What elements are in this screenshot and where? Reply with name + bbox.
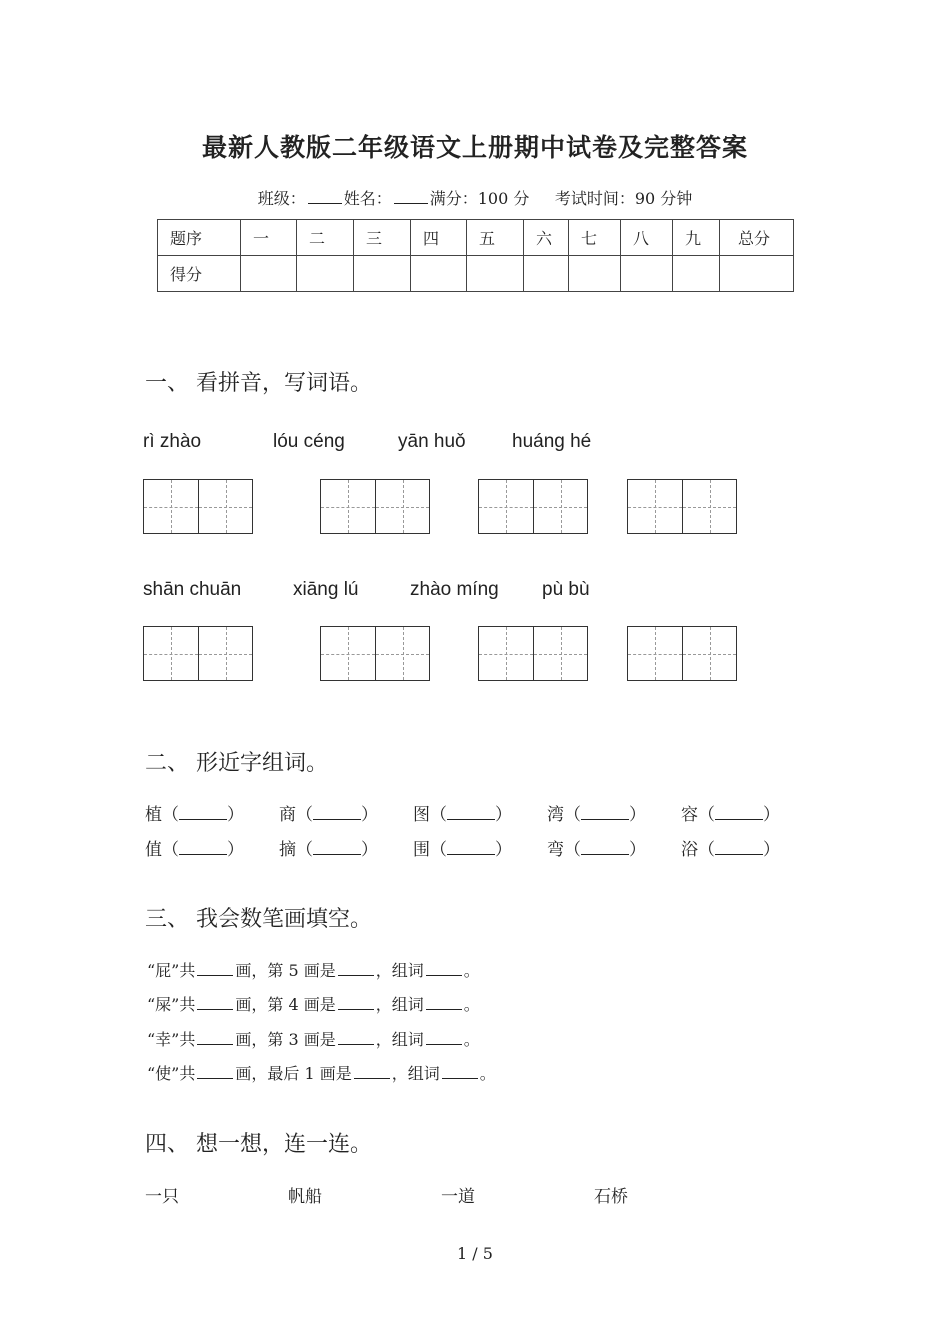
class-label: 班级：: [257, 189, 306, 208]
writing-cell[interactable]: [682, 627, 736, 680]
pinyin-8: pù bù: [542, 579, 590, 600]
pinyin-1: rì zhào: [143, 431, 202, 452]
fill-blank[interactable]: [338, 1031, 374, 1045]
writing-box-pair[interactable]: [478, 626, 588, 681]
section2-heading: 二、 形近字组词。: [145, 751, 328, 776]
score-header-cell: 二: [297, 220, 354, 256]
score-cell[interactable]: [354, 256, 411, 292]
score-row-label: 得分: [158, 256, 241, 292]
score-cell[interactable]: [569, 256, 621, 292]
pinyin-3: yān huǒ: [398, 431, 466, 452]
exam-time: 考试时间：90 分钟: [554, 189, 693, 208]
fill-blank[interactable]: [197, 1031, 233, 1045]
writing-cell[interactable]: [375, 627, 429, 680]
writing-cell[interactable]: [198, 627, 252, 680]
score-header-cell: 五: [467, 220, 524, 256]
exam-info: [0, 186, 950, 209]
match-item[interactable]: 一道: [441, 1187, 475, 1207]
pinyin-6: xiāng lú: [293, 579, 359, 600]
pinyin-5: shān chuān: [143, 579, 242, 600]
word-item: 围（ ）: [413, 840, 512, 860]
writing-cell[interactable]: [144, 480, 198, 533]
fill-blank[interactable]: [426, 996, 462, 1010]
writing-cell[interactable]: [375, 480, 429, 533]
word-blank[interactable]: [313, 842, 361, 855]
score-table-score-row: [158, 256, 794, 292]
word-blank[interactable]: [313, 807, 361, 820]
fill-blank[interactable]: [338, 962, 374, 976]
word-blank[interactable]: [581, 842, 629, 855]
score-cell[interactable]: [241, 256, 297, 292]
word-blank[interactable]: [447, 842, 495, 855]
word-item: 植（ ）: [145, 805, 244, 825]
fill-blank[interactable]: [338, 996, 374, 1010]
stroke-line: “使”共 画，最后 1 画是 ，组词 。: [147, 1064, 496, 1083]
word-item: 容（ ）: [681, 805, 780, 825]
word-item: 湾（ ）: [547, 805, 646, 825]
word-item: 值（ ）: [145, 840, 244, 860]
score-table-header-row: [158, 220, 794, 256]
section4-heading: 四、 想一想，连一连。: [145, 1132, 372, 1157]
writing-box-pair[interactable]: [143, 479, 253, 534]
score-cell[interactable]: [467, 256, 524, 292]
writing-cell[interactable]: [198, 480, 252, 533]
writing-cell[interactable]: [144, 627, 198, 680]
score-header-cell: 题序: [158, 220, 241, 256]
fill-blank[interactable]: [197, 1065, 233, 1079]
word-blank[interactable]: [179, 807, 227, 820]
score-cell[interactable]: [524, 256, 569, 292]
writing-box-pair[interactable]: [627, 479, 737, 534]
match-item[interactable]: 石桥: [594, 1187, 628, 1207]
score-header-cell: 三: [354, 220, 411, 256]
writing-cell[interactable]: [628, 480, 682, 533]
word-item: 浴（ ）: [681, 840, 780, 860]
writing-box-pair[interactable]: [478, 479, 588, 534]
word-blank[interactable]: [715, 807, 763, 820]
name-blank[interactable]: [394, 190, 428, 204]
score-cell[interactable]: [720, 256, 794, 292]
word-item: 摘（ ）: [279, 840, 378, 860]
score-header-cell: 九: [673, 220, 720, 256]
fill-blank[interactable]: [426, 1031, 462, 1045]
writing-cell[interactable]: [533, 627, 587, 680]
page-number: 1 / 5: [457, 1244, 493, 1263]
page-title: 最新人教版二年级语文上册期中试卷及完整答案: [201, 133, 748, 162]
pinyin-2: lóu céng: [273, 431, 345, 452]
word-row-1: [145, 800, 815, 825]
pinyin-4: huáng hé: [512, 431, 592, 452]
class-blank[interactable]: [308, 190, 342, 204]
score-cell[interactable]: [411, 256, 467, 292]
fill-blank[interactable]: [354, 1065, 390, 1079]
fill-blank[interactable]: [197, 962, 233, 976]
fill-blank[interactable]: [197, 996, 233, 1010]
writing-cell[interactable]: [479, 627, 533, 680]
match-item[interactable]: 一只: [145, 1187, 179, 1207]
score-table: [157, 219, 794, 292]
section1-heading: 一、 看拼音，写词语。: [145, 371, 372, 396]
score-header-cell: 八: [621, 220, 673, 256]
fill-blank[interactable]: [442, 1065, 478, 1079]
writing-cell[interactable]: [321, 627, 375, 680]
stroke-line: “屎”共 画，第 4 画是 ，组词 。: [147, 995, 480, 1014]
score-cell[interactable]: [297, 256, 354, 292]
word-blank[interactable]: [715, 842, 763, 855]
writing-box-pair[interactable]: [320, 479, 430, 534]
writing-box-pair[interactable]: [143, 626, 253, 681]
stroke-line: “屁”共 画，第 5 画是 ，组词 。: [147, 961, 480, 980]
word-item: 商（ ）: [279, 805, 378, 825]
word-blank[interactable]: [447, 807, 495, 820]
score-header-cell: 总分: [720, 220, 794, 256]
writing-cell[interactable]: [682, 480, 736, 533]
writing-cell[interactable]: [628, 627, 682, 680]
word-item: 图（ ）: [413, 805, 512, 825]
score-header-cell: 七: [569, 220, 621, 256]
pinyin-7: zhào míng: [410, 579, 499, 600]
writing-box-pair[interactable]: [627, 626, 737, 681]
section3-heading: 三、 我会数笔画填空。: [145, 907, 372, 932]
writing-cell[interactable]: [321, 480, 375, 533]
score-header-cell: 四: [411, 220, 467, 256]
fill-blank[interactable]: [426, 962, 462, 976]
match-item[interactable]: 帆船: [288, 1187, 322, 1207]
name-label: 姓名：: [343, 189, 392, 208]
writing-cell[interactable]: [479, 480, 533, 533]
score-header-cell: 六: [524, 220, 569, 256]
word-item: 弯（ ）: [547, 840, 646, 860]
writing-cell[interactable]: [533, 480, 587, 533]
score-header-cell: 一: [241, 220, 297, 256]
score-cell[interactable]: [621, 256, 673, 292]
word-row-2: [145, 835, 815, 860]
word-blank[interactable]: [179, 842, 227, 855]
score-cell[interactable]: [673, 256, 720, 292]
writing-box-pair[interactable]: [320, 626, 430, 681]
stroke-line: “幸”共 画，第 3 画是 ，组词 。: [147, 1030, 480, 1049]
word-blank[interactable]: [581, 807, 629, 820]
full-score: 满分：100 分: [429, 189, 530, 208]
